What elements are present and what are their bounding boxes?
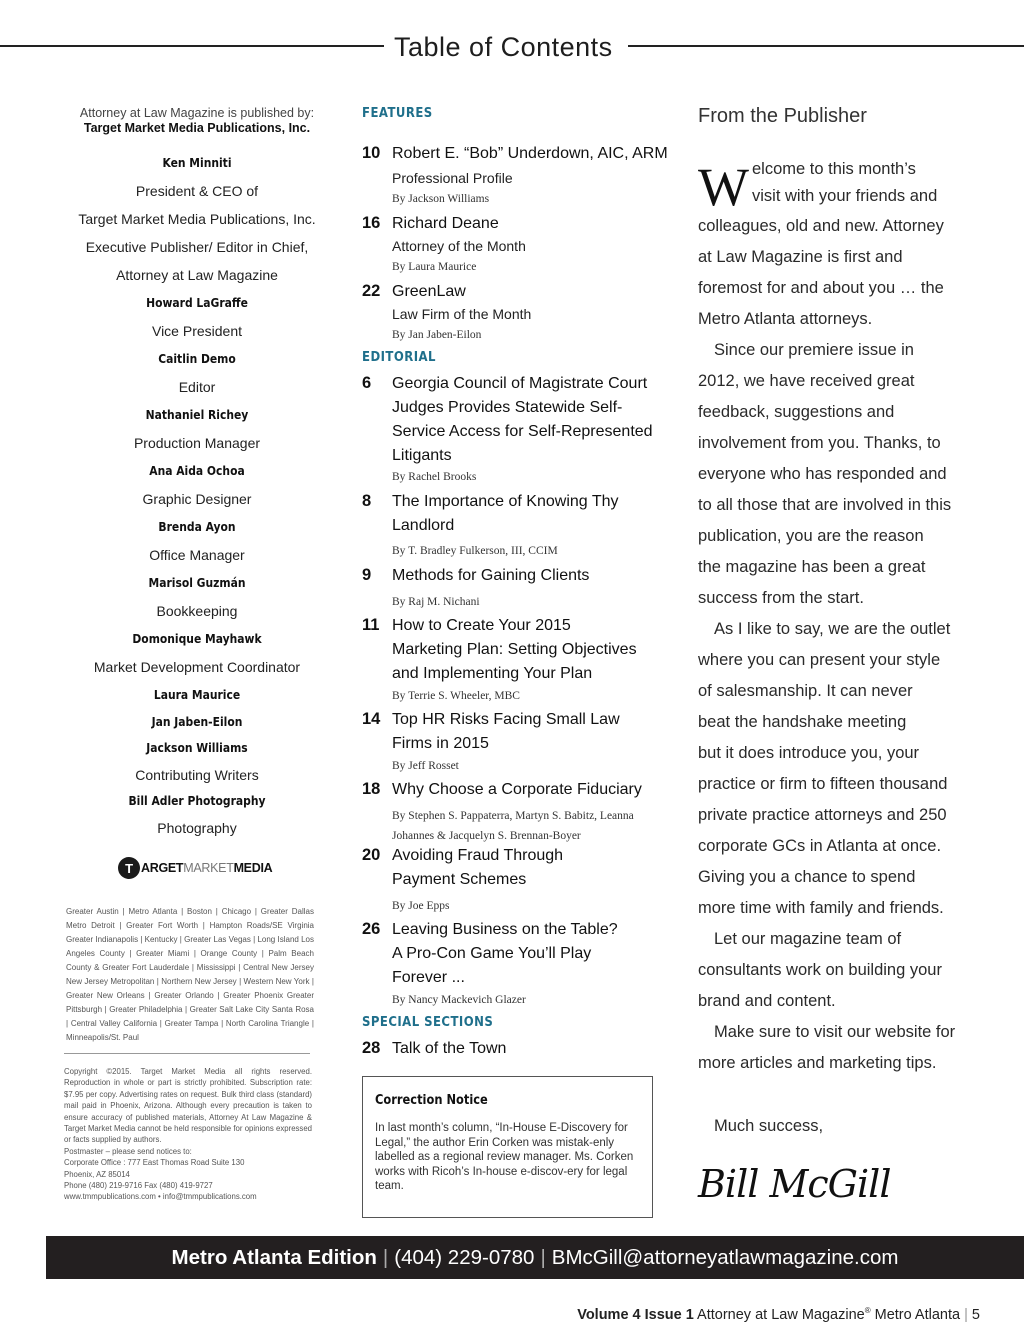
toc-byline: By Jackson Williams	[392, 193, 490, 205]
staff-role: Attorney at Law Magazine	[116, 267, 278, 283]
letter-line: publication, you are the reason	[698, 527, 924, 545]
office-web: www.tmmpublications.com • info@tmmpublications.com	[64, 1192, 257, 1202]
toc-page-number: 18	[362, 780, 381, 798]
toc-title-line: The Importance of Knowing Thy	[392, 493, 619, 510]
divider	[64, 1053, 310, 1054]
footer-separator: |	[964, 1306, 968, 1323]
toc-page-number: 14	[362, 710, 381, 728]
letter-line: 2012, we have received great	[698, 372, 915, 390]
editorial-heading: EDITORIAL	[362, 350, 436, 365]
band-separator: |	[540, 1245, 546, 1269]
toc-title[interactable]: GreenLaw	[392, 283, 466, 300]
toc-title-line: Forever ...	[392, 969, 465, 986]
toc-title[interactable]: Robert E. “Bob” Underdown, AIC, ARM	[392, 145, 668, 162]
letter-line: but it does introduce you, your	[698, 744, 920, 762]
toc-title-line: A Pro-Con Game You’ll Play	[392, 945, 592, 962]
office-address: Corporate Office : 777 East Thomas Road Suite 130	[64, 1158, 245, 1168]
logo-mark-icon: T	[118, 857, 140, 879]
letter-line: more time with family and friends.	[698, 899, 944, 917]
letter-line: at Law Magazine is first and	[698, 248, 903, 266]
publisher-signature: Bill McGill	[698, 1162, 891, 1206]
toc-byline: By Laura Maurice	[392, 261, 477, 273]
toc-title-line: Top HR Risks Facing Small Law	[392, 711, 620, 728]
page-header	[0, 28, 1024, 68]
letter-line: more articles and marketing tips.	[698, 1054, 937, 1072]
edition-phone[interactable]: (404) 229-0780	[394, 1245, 535, 1269]
letter-line: the magazine has been a great	[698, 558, 926, 576]
toc-byline: By Jan Jaben-Eilon	[392, 329, 482, 341]
registered-mark: ®	[864, 1306, 871, 1315]
toc-title-line: Service Access for Self-Represented	[392, 423, 653, 440]
toc-subtitle: Professional Profile	[392, 170, 513, 186]
toc-page-number: 20	[362, 846, 381, 864]
letter-line: private practice attorneys and 250	[698, 806, 947, 824]
letter-line: brand and content.	[698, 992, 836, 1010]
toc-title-line: How to Create Your 2015	[392, 617, 571, 634]
publisher-letter-heading: From the Publisher	[698, 105, 867, 127]
letter-line: to all those that are involved in this	[698, 496, 952, 514]
staff-role: Bookkeeping	[156, 603, 238, 619]
toc-title[interactable]	[392, 844, 563, 892]
staff-role: Target Market Media Publications, Inc.	[78, 211, 316, 227]
edition-name: Metro Atlanta Edition	[171, 1245, 377, 1269]
toc-title-line: Avoiding Fraud Through	[392, 847, 564, 864]
staff-name: Ken Minniti	[162, 155, 232, 170]
letter-line: elcome to this month’s	[752, 160, 916, 178]
staff-name: Howard LaGraffe	[146, 295, 248, 310]
copyright-block	[64, 1066, 312, 1203]
office-phone: Phone (480) 219-9716 Fax (480) 419-9727	[64, 1181, 213, 1191]
letter-line: success from the start.	[698, 589, 864, 607]
masthead-writers	[60, 682, 334, 841]
toc-title[interactable]	[392, 614, 637, 686]
footer-city: Metro Atlanta	[874, 1306, 961, 1323]
staff-role: President & CEO of	[135, 183, 259, 199]
copyright-text: Copyright ©2015. Target Market Media all rights reserved. Reproduction in whole or part is strictly prohibited. Subscription rate: $7.95 per copy. Advertising rates on request. Bulk third class (standard) mail paid in Phoenix, Arizona. Although every precaution is taken to ensure accuracy of published materials, Attorney At Law Magazine & Target Market Media cannot be held responsible for opinions expressed or facts supplied by authors.	[64, 1067, 312, 1145]
toc-page-number: 11	[362, 616, 380, 634]
letter-line: everyone who has responded and	[698, 465, 947, 483]
toc-page-number: 10	[362, 144, 381, 162]
letter-line: beat the handshake meeting	[698, 713, 907, 731]
edition-contact-band	[46, 1236, 1024, 1279]
toc-title-line: Litigants	[392, 447, 452, 464]
toc-title-line: Georgia Council of Magistrate Court	[392, 375, 648, 392]
toc-title-line: Judges Provides Statewide Self-	[392, 399, 623, 416]
publisher-company: Target Market Media Publications, Inc.	[83, 121, 311, 135]
staff-role: Editor	[178, 379, 216, 395]
toc-title[interactable]: Talk of the Town	[392, 1040, 507, 1057]
letter-line: visit with your friends and	[752, 187, 938, 205]
publisher-info	[60, 106, 334, 136]
letter-line: Giving you a chance to spend	[698, 868, 916, 886]
toc-page-number: 22	[362, 282, 381, 300]
letter-line: involvement from you. Thanks, to	[698, 434, 941, 452]
staff-name: Ana Aida Ochoa	[149, 463, 245, 478]
masthead-staff	[60, 149, 334, 681]
special-sections-heading: SPECIAL SECTIONS	[362, 1015, 494, 1030]
toc-title[interactable]	[392, 778, 642, 802]
toc-title[interactable]	[392, 490, 619, 538]
drop-cap: W	[698, 157, 749, 217]
toc-page-number: 6	[362, 374, 372, 392]
staff-role: Graphic Designer	[142, 491, 252, 507]
editions-list: Greater Austin | Metro Atlanta | Boston | Chicago | Greater Dallas Metro Detroit | Greater Fort Worth | Hampton Roads/SE Virginia Greater Indianapolis | Kentucky | Greater Las Vegas | Long Island Los Angeles County | Greater Miami | Orange County | Palm Beach County & Greater Fort Lauderdale | Mississippi | Central New Jersey New Jersey Metropolitan | Northern New Jersey | Western New York | Greater New Orleans | Greater Orlando | Greater Phoenix Greater Pittsburgh | Greater Philadelphia | Greater Salt Lake City Santa Rosa | Central Valley California | Greater Tampa | North Carolina Triangle | Minneapolis/St. Paul	[66, 907, 314, 1042]
correction-body: In last month’s column, “In-House E-Discovery for Legal,” the author Erin Corken was mistak-enly labelled as a regional review manager. Ms. Corken works with Ricoh’s In-house e-discov-ery for legal team.	[375, 1122, 634, 1193]
header-rule-right	[628, 45, 1024, 47]
letter-line: corporate GCs in Atlanta at once.	[698, 837, 942, 855]
postmaster-text: Postmaster – please send notices to:	[64, 1146, 192, 1156]
staff-role: Production Manager	[133, 435, 261, 451]
toc-subtitle: Attorney of the Month	[392, 238, 526, 254]
letter-line: Metro Atlanta attorneys.	[698, 310, 873, 328]
office-city: Phoenix, AZ 85014	[64, 1169, 130, 1179]
letter-line: practice or firm to fifteen thousand	[698, 775, 948, 793]
photography-role: Photography	[157, 819, 237, 836]
edition-email[interactable]: BMcGill@attorneyatlawmagazine.com	[551, 1245, 899, 1269]
letter-line: where you can present your style	[698, 651, 941, 669]
staff-name: Nathaniel Richey	[145, 407, 249, 422]
toc-byline	[392, 806, 634, 846]
toc-page-number: 28	[362, 1039, 381, 1057]
photography-name: Bill Adler Photography	[128, 793, 266, 808]
writers-role: Contributing Writers	[135, 766, 259, 783]
toc-title-line: Payment Schemes	[392, 871, 527, 888]
toc-page-number: 8	[362, 492, 372, 510]
staff-role: Office Manager	[149, 547, 245, 563]
page-number: 5	[971, 1306, 980, 1323]
writer-name: Jackson Williams	[146, 740, 248, 755]
features-heading: FEATURES	[362, 106, 433, 121]
correction-title: Correction Notice	[375, 1093, 488, 1108]
logo-text-part2: MARKET	[183, 861, 234, 875]
toc-subtitle: Law Firm of the Month	[392, 306, 532, 322]
staff-role: Executive Publisher/ Editor in Chief,	[85, 239, 309, 255]
toc-title-line: Methods for Gaining Clients	[392, 567, 590, 584]
toc-title[interactable]	[392, 918, 618, 990]
publisher-info-line: Attorney at Law Magazine is published by:	[79, 106, 315, 120]
logo-text-part3: MEDIA	[233, 861, 273, 875]
staff-name: Domonique Mayhawk	[132, 631, 262, 646]
header-rule-left	[0, 45, 384, 47]
toc-byline: By Raj M. Nichani	[392, 596, 480, 608]
toc-byline: By Terrie S. Wheeler, MBC	[392, 690, 520, 702]
toc-title-line: Firms in 2015	[392, 735, 489, 752]
toc-title-line: Landlord	[392, 517, 455, 534]
toc-page-number: 9	[362, 566, 372, 584]
toc-byline: By Nancy Mackevich Glazer	[392, 994, 526, 1006]
staff-name: Caitlin Demo	[158, 351, 236, 366]
page-footer	[577, 1306, 980, 1323]
toc-title[interactable]	[392, 708, 620, 756]
letter-line: Since our premiere issue in	[714, 341, 914, 359]
toc-title-line: and Implementing Your Plan	[392, 665, 593, 682]
toc-byline: By Jeff Rosset	[392, 760, 459, 772]
toc-byline: By Joe Epps	[392, 900, 450, 912]
correction-notice	[362, 1076, 653, 1218]
logo-text-part1: ARGET	[141, 861, 184, 875]
volume-issue: Volume 4 Issue 1	[577, 1306, 694, 1323]
letter-line: foremost for and about you … the	[698, 279, 944, 297]
staff-name: Marisol Guzmán	[148, 575, 246, 590]
staff-role: Market Development Coordinator	[93, 659, 301, 675]
toc-byline: By T. Bradley Fulkerson, III, CCIM	[392, 545, 558, 557]
staff-name: Brenda Ayon	[158, 519, 236, 534]
magazine-name: Attorney at Law Magazine	[697, 1306, 865, 1323]
writer-name: Jan Jaben-Eilon	[151, 713, 243, 729]
toc-title-line: Marketing Plan: Setting Objectives	[392, 641, 637, 658]
toc-title[interactable]: Richard Deane	[392, 215, 499, 232]
band-separator: |	[382, 1245, 389, 1269]
staff-role: Vice President	[151, 323, 242, 339]
target-market-media-logo	[118, 856, 272, 880]
letter-line: feedback, suggestions and	[698, 403, 895, 421]
writer-name: Laura Maurice	[153, 687, 241, 702]
letter-line: Make sure to visit our website for	[714, 1023, 956, 1041]
letter-line: of salesmanship. It can never	[698, 682, 913, 700]
letter-line: As I like to say, we are the outlet	[714, 620, 951, 638]
letter-closing: Much success,	[714, 1117, 824, 1135]
toc-title[interactable]	[392, 372, 653, 468]
toc-title-line: Why Choose a Corporate Fiduciary	[392, 781, 642, 798]
toc-page-number: 26	[362, 920, 381, 938]
toc-byline-line: By Stephen S. Pappaterra, Martyn S. Babitz, Leanna	[392, 810, 634, 822]
letter-line: consultants work on building your	[698, 961, 942, 979]
toc-byline: By Rachel Brooks	[392, 471, 477, 483]
toc-byline-line: Johannes & Jacquelyn S. Brennan-Boyer	[392, 830, 581, 842]
page-title: Table of Contents	[394, 32, 613, 62]
toc-title[interactable]	[392, 564, 589, 588]
letter-line: colleagues, old and new. Attorney	[698, 217, 944, 235]
letter-line: Let our magazine team of	[714, 930, 902, 948]
toc-page-number: 16	[362, 214, 381, 232]
toc-title-line: Leaving Business on the Table?	[392, 921, 618, 938]
